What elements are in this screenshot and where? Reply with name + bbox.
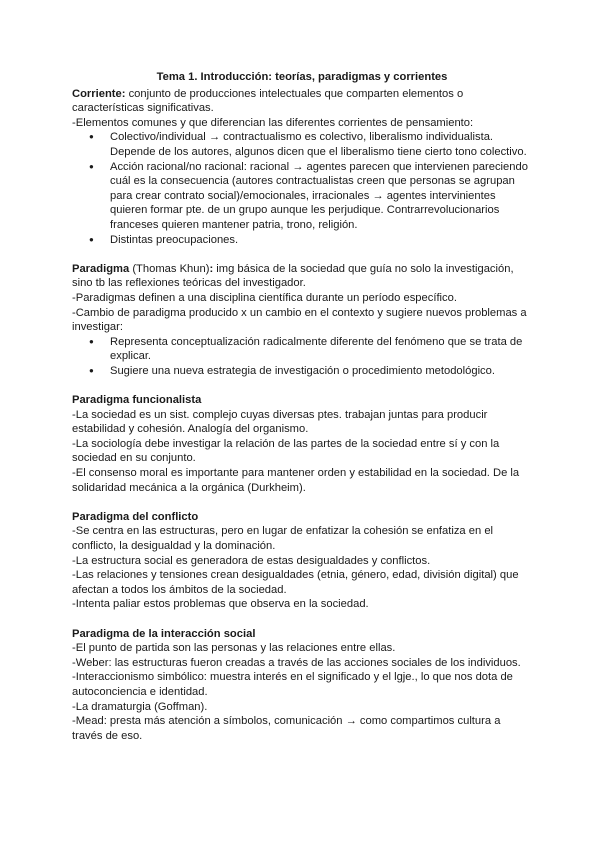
list-item: ● Sugiere una nueva estrategia de investigación o procedimiento metodológico. (72, 364, 532, 379)
list-item: ● Acción racional/no racional: racional → agentes parecen que intervienen pareciendo cuál es la consecuencia (autores contractualistas creen que personas se agrupan para crear contrato social)/emocionales, irracionales → agentes intervinientes quieren formar pte. de un grupo aunque les perjudique. Contrarrevolucionarios franceses quieren mantener patria, trono, religión. (72, 160, 532, 233)
text-line: -Intenta paliar estos problemas que observa en la sociedad. (72, 598, 369, 611)
list-item: ● Representa conceptualización radicalmente diferente del fenómeno que se trata de explicar. (72, 335, 532, 364)
conflicto-section (72, 510, 532, 612)
funcionalista-section (72, 393, 532, 495)
interaccion-section (72, 627, 532, 744)
text-line: -La sociedad es un sist. complejo cuyas diversas ptes. trabajan juntas para producir estabilidad y cohesión. Analogía del organismo. (72, 408, 488, 436)
text-line: -Mead: presta más atención a símbolos, comunicación → como compartimos cultura a través de eso. (72, 715, 501, 742)
paradigma-bullet-list (72, 335, 532, 379)
corriente-definition: Corriente: conjunto de producciones intelectuales que comparten elementos o características significativas. (72, 87, 464, 115)
corriente-term: Corriente: (72, 87, 126, 100)
text-line: -La estructura social es generadora de estas desigualdades y conflictos. (72, 554, 431, 567)
text-line: -La sociología debe investigar la relación de las partes de la sociedad entre sí y con la sociedad en su conjunto. (72, 437, 500, 465)
text-line: -La dramaturgia (Goffman). (72, 700, 208, 713)
text-line: -El consenso moral es importante para mantener orden y estabilidad en la sociedad. De la solidaridad mecánica a la orgánica (Durkheim). (72, 467, 520, 494)
section-heading: Paradigma funcionalista (72, 394, 202, 407)
list-item: ● Colectivo/individual → contractualismo es colectivo, liberalismo individualista. Depende de los autores, algunos dicen que el liberalismo tiene cierto tono colectivo. (72, 130, 532, 159)
section-heading: Paradigma del conflicto (72, 510, 199, 523)
text-line: -El punto de partida son las personas y las relaciones entre ellas. (72, 642, 396, 655)
text-line: -Se centra en las estructuras, pero en lugar de enfatizar la cohesión se enfatiza en el conflicto, la desigualdad y la dominación. (72, 525, 494, 552)
corriente-intro: -Elementos comunes y que diferencian las diferentes corrientes de pensamiento: (72, 116, 474, 129)
text-line: -Las relaciones y tensiones crean desigualdades (etnia, género, edad, división digital) que afectan a todos los ámbitos de la sociedad. (72, 569, 519, 596)
paradigma-definition: Paradigma (Thomas Khun): img básica de la sociedad que guía no solo la investigación, sino tb las reflexiones teóricas del investigador. (72, 262, 514, 290)
text-line: -Weber: las estructuras fueron creadas a través de las acciones sociales de los individuos. (72, 656, 521, 669)
document-page (72, 70, 532, 743)
text-line: -Interaccionismo simbólico: muestra interés en el significado y el lgje., lo que nos dota de autoconciencia e identidad. (72, 671, 513, 698)
page-title: Tema 1. Introducción: teorías, paradigmas y corrientes (156, 71, 448, 83)
section-heading: Paradigma de la interacción social (72, 627, 256, 640)
paradigma-section (72, 262, 532, 379)
paradigma-term: Paradigma (72, 262, 130, 275)
list-item: ● Distintas preocupaciones. (72, 233, 532, 248)
corriente-bullet-list (72, 130, 532, 247)
text-line: -Paradigmas definen a una disciplina científica durante un período específico. (72, 291, 457, 304)
text-line: -Cambio de paradigma producido x un cambio en el contexto y sugiere nuevos problemas a investigar: (72, 306, 527, 334)
